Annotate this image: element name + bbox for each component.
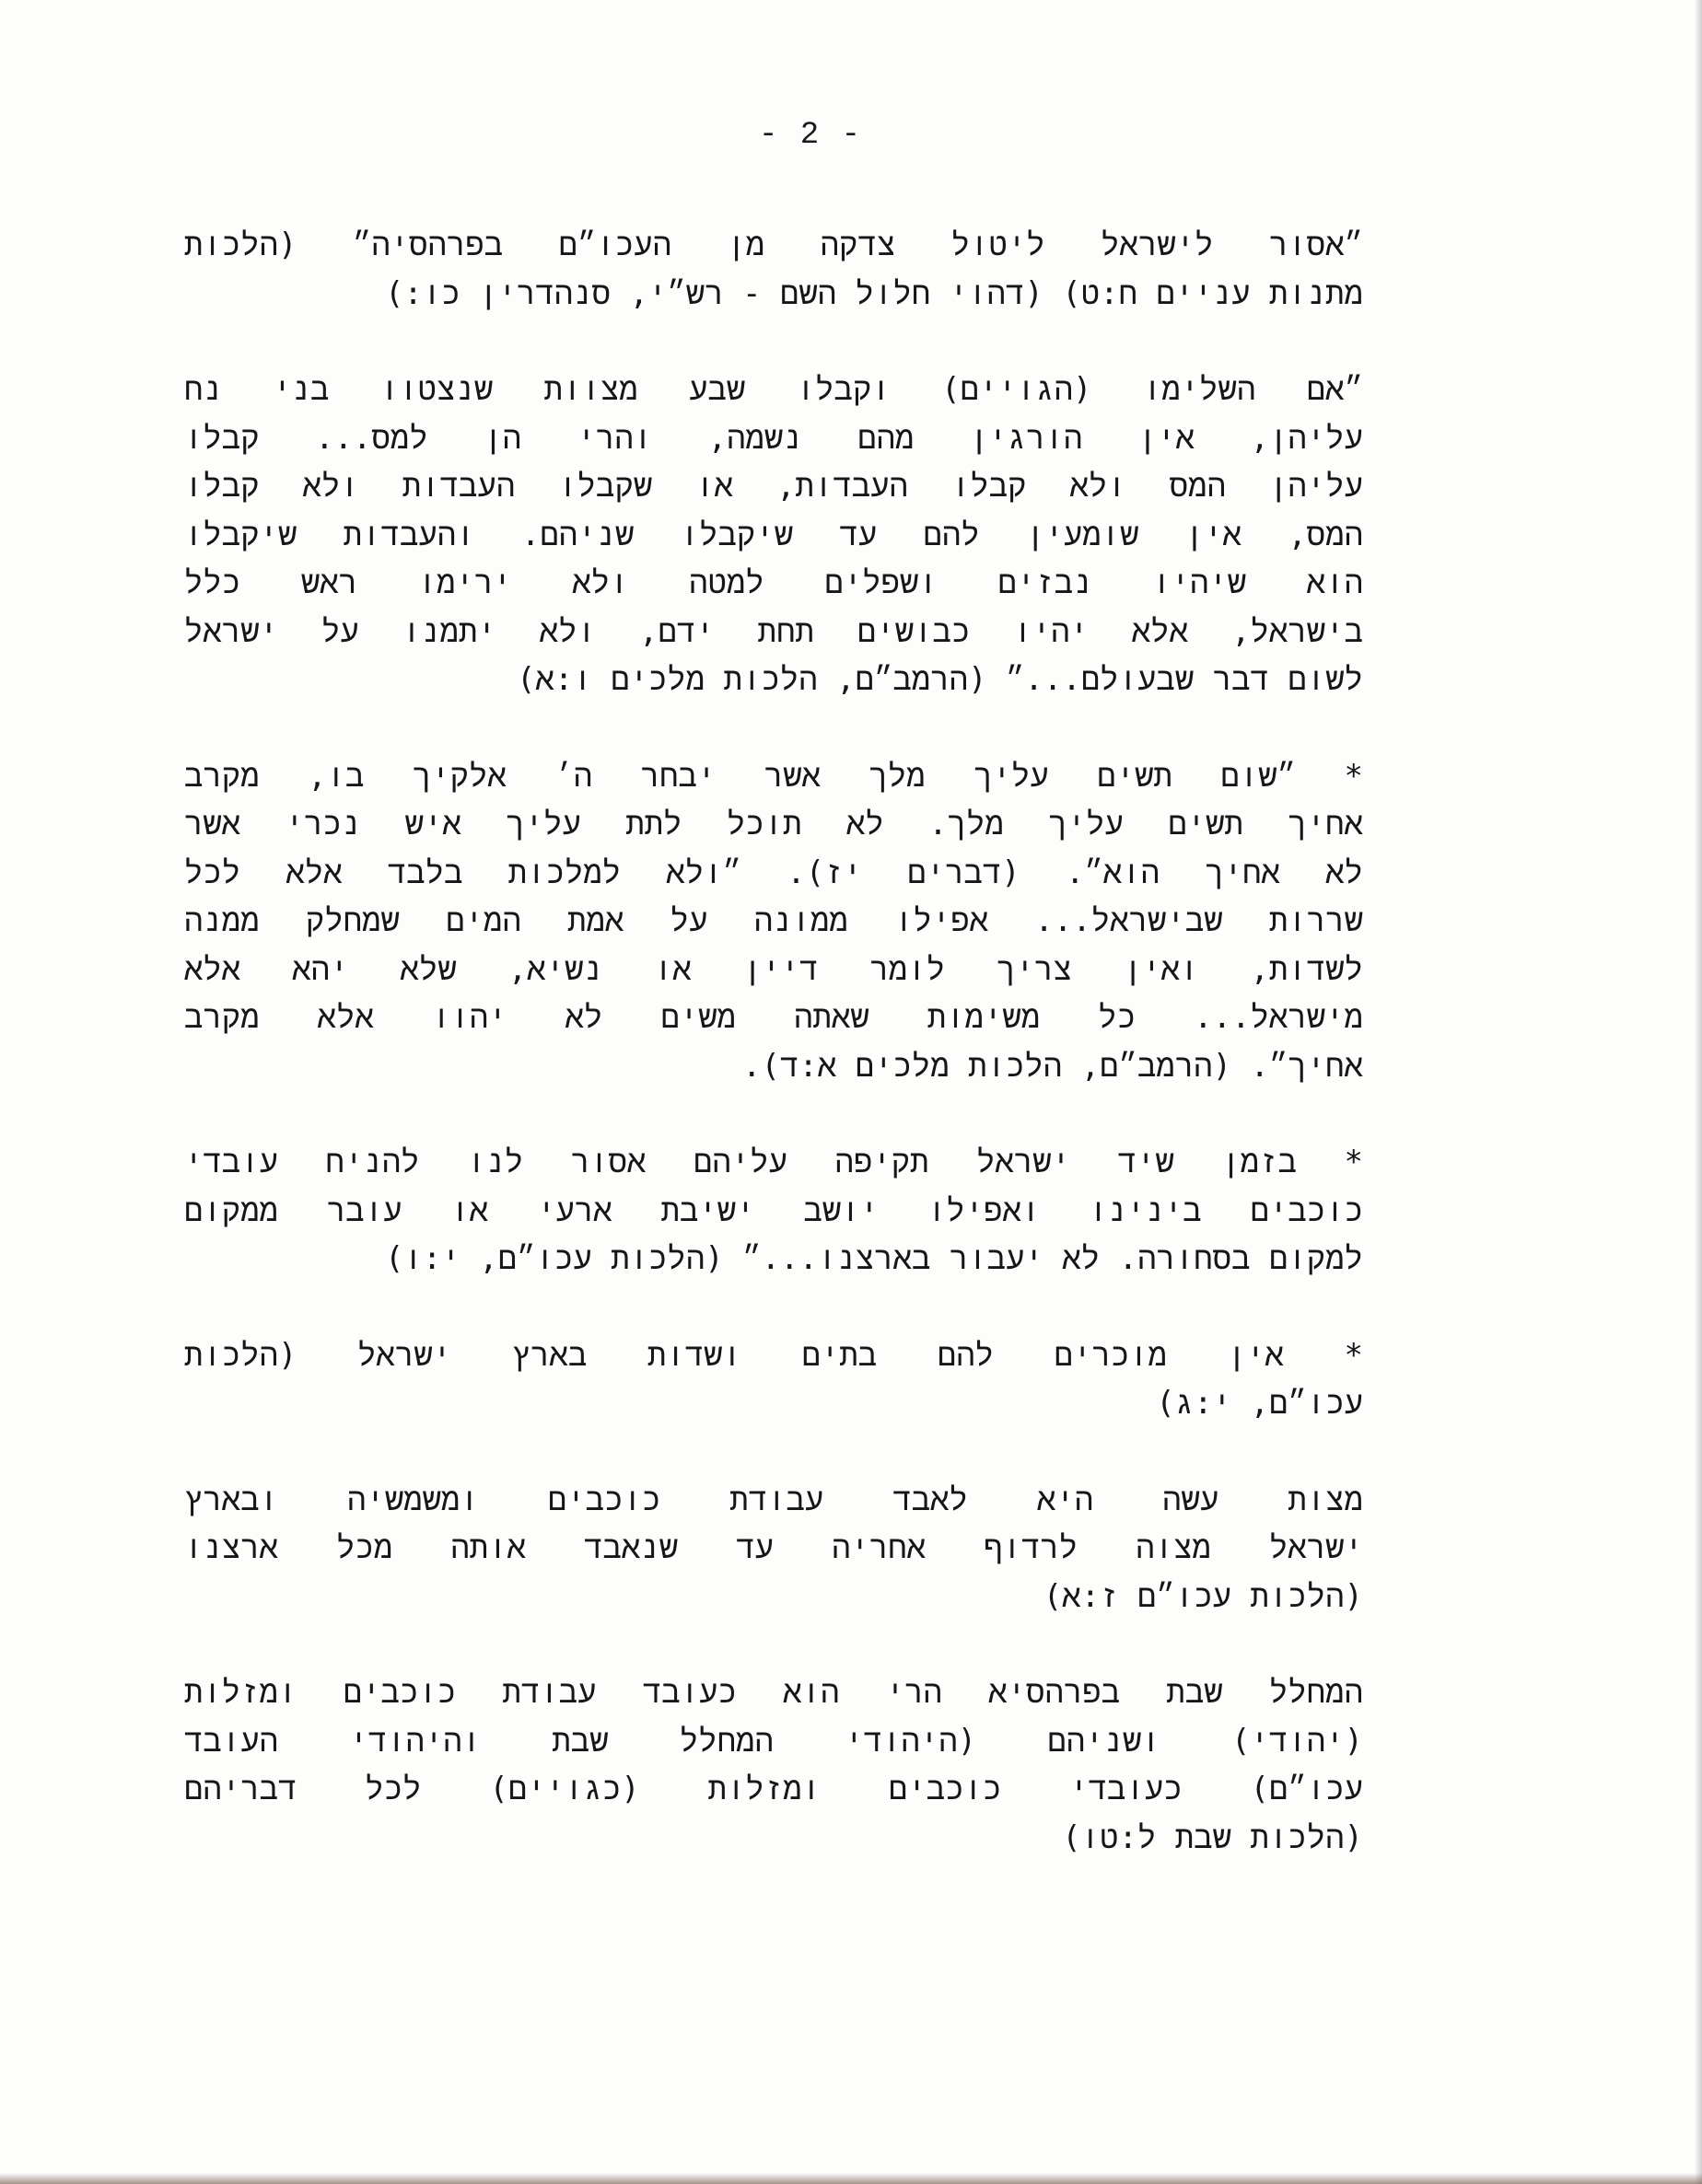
document-body [184, 221, 1363, 1910]
text-line: (הלכות עכו״ם ז:א) [1043, 1577, 1363, 1615]
paragraph [184, 1138, 1363, 1284]
text-line: מצות עשה היא לאבד עבודת כוכבים ומשמשיה ובארץ [184, 1481, 1363, 1518]
text-line: אחיך״. (הרמב״ם, הלכות מלכים א:ד). [742, 1047, 1363, 1085]
text-line: ״אם השלימו (הגויים) וקבלו שבע מצוות שנצטוו בני נח [184, 371, 1363, 408]
text-line: עכו״ם) כעובדי כוכבים ומזלות (כגויים) לכל דבריהם [184, 1771, 1363, 1807]
text-line: המחלל שבת בפרהסיא הרי הוא כעובד עבודת כוכבים ומזלות [184, 1674, 1363, 1711]
text-line: ״אסור לישראל ליטול צדקה מן העכו״ם בפרהסיה״ (הלכות [184, 227, 1363, 263]
text-line: (יהודי) ושניהם (היהודי המחלל שבת והיהודי העובד [184, 1722, 1363, 1760]
paragraph [184, 1331, 1363, 1428]
text-line: הוא שיהיו נבזים ושפלים למטה ולא ירימו ראש כלל [184, 564, 1363, 601]
page-number: - 2 - [758, 118, 863, 153]
text-line: מישראל... כל משימות שאתה משים לא יהוו אלא מקרב [184, 999, 1363, 1036]
text-line: עליהן המס ולא קבלו העבדות, או שקבלו העבדות ולא קבלו [184, 468, 1363, 505]
paragraph [184, 1668, 1363, 1862]
text-line: המס, אין שומעין להם עד שיקבלו שניהם. והעבדות שיקבלו [184, 516, 1363, 553]
text-line: שררות שבישראל... אפילו ממונה על אמת המים שמחלק ממנה [184, 902, 1363, 939]
page-bottom-edge [0, 2173, 1702, 2184]
text-line: ישראל מצוה לרדוף אחריה עד שנאבד אותה מכל ארצנו [184, 1529, 1363, 1566]
paragraph [184, 366, 1363, 704]
text-line: (הלכות שבת ל:טו) [1062, 1818, 1363, 1856]
text-line: לא אחיך הוא״. (דברים יז). ״ולא למלכות בלבד אלא לכל [184, 854, 1363, 891]
text-line: * בזמן שיד ישראל תקיפה עליהם אסור לנו להניח עובדי [184, 1144, 1363, 1180]
text-line: לשום דבר שבעולם...״ (הרמב״ם, הלכות מלכים ו:א) [516, 661, 1363, 698]
text-line: לשדות, ואין צריך לומר דיין או נשיא, שלא יהא אלא [184, 950, 1363, 988]
text-line: מתנות עניים ח:ט) (דהוי חלול השם - רש״י, סנהדרין כו:) [384, 274, 1363, 312]
text-line: בישראל, אלא יהיו כבושים תחת ידם, ולא יתמנו על ישראל [184, 612, 1363, 650]
text-line: עכו״ם, י:ג) [1156, 1385, 1363, 1422]
text-line: אחיך תשים עליך מלך. לא תוכל לתת עליך איש נכרי אשר [184, 806, 1363, 842]
page-edge-shadow [1695, 0, 1702, 2184]
paragraph [184, 752, 1363, 1091]
paragraph [184, 1476, 1363, 1621]
text-line: עליהן, אין הורגין מהם נשמה, והרי הן למס... קבלו [184, 419, 1363, 457]
text-line: * אין מוכרים להם בתים ושדות בארץ ישראל (הלכות [184, 1336, 1363, 1374]
text-line: למקום בסחורה. לא יעבור בארצנו...״ (הלכות עכו״ם, י:ו) [385, 1240, 1363, 1277]
text-line: כוכבים בינינו ואפילו יושב ישיבת ארעי או עובר ממקום [184, 1191, 1363, 1229]
text-line: * ״שום תשים עליך מלך אשר יבחר ה׳ אלקיך בו, מקרב [184, 757, 1363, 795]
paragraph [184, 221, 1363, 318]
